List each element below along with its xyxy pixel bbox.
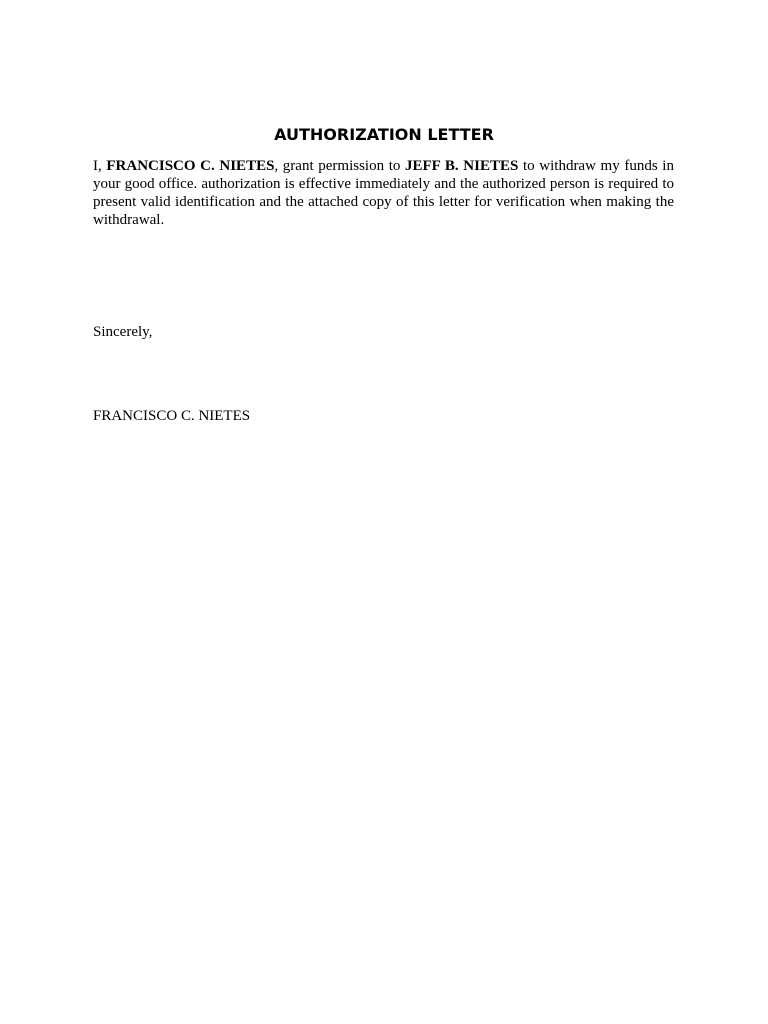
letter-body [93, 157, 674, 229]
body-intro: I, [93, 158, 107, 174]
letter-title: AUTHORIZATION LETTER [274, 125, 494, 144]
body-middle: , grant permission to [274, 158, 406, 174]
grantee-name: JEFF B. NIETES [405, 158, 519, 174]
body-rest: to withdraw my funds in your good office. authorization is effective immediately and the authorized person is required to present valid identification and the attached copy of this letter for verification when making the withdrawal. [93, 158, 674, 228]
signature-name: FRANCISCO C. NIETES [93, 408, 251, 424]
closing-salutation: Sincerely, [93, 324, 153, 340]
grantor-name: FRANCISCO C. NIETES [106, 158, 275, 174]
